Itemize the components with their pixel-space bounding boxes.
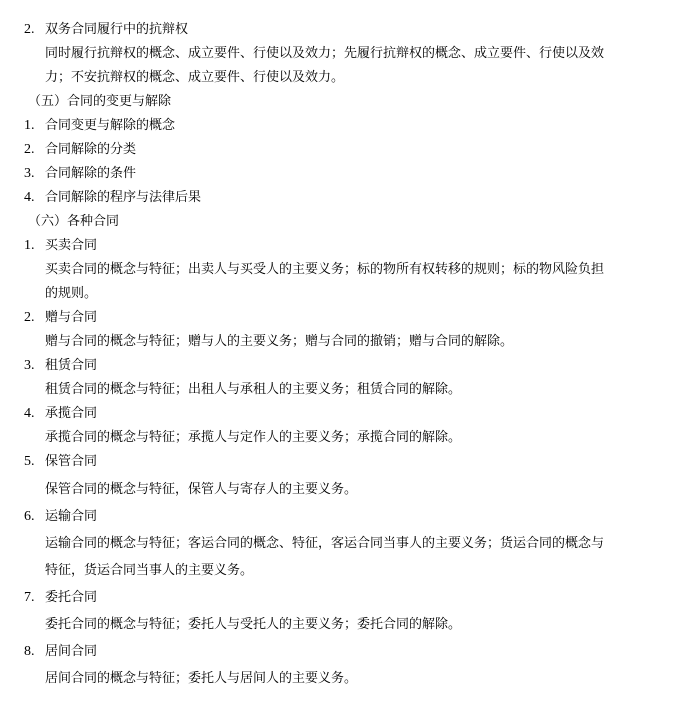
section-heading: （六）各种合同 bbox=[28, 214, 120, 229]
paragraph-line: 同时履行抗辩权的概念、成立要件、行使以及效力；先履行抗辩权的概念、成立要件、行使以及效 bbox=[45, 46, 605, 61]
item-title: 双务合同履行中的抗辩权 bbox=[45, 22, 189, 37]
paragraph-line: 赠与合同的概念与特征；赠与人的主要义务；赠与合同的撤销；赠与合同的解除。 bbox=[45, 334, 514, 349]
item-number: 2. bbox=[24, 142, 35, 157]
item-number: 5. bbox=[24, 454, 35, 469]
item-title: 买卖合同 bbox=[45, 238, 98, 253]
item-number: 3. bbox=[24, 358, 35, 373]
paragraph-line: 承揽合同的概念与特征；承揽人与定作人的主要义务；承揽合同的解除。 bbox=[45, 430, 462, 445]
item-title: 租赁合同 bbox=[45, 358, 98, 373]
item-number: 7. bbox=[24, 590, 35, 605]
item-title: 运输合同 bbox=[45, 509, 98, 524]
item-number: 1. bbox=[24, 118, 35, 133]
paragraph-line: 力；不安抗辩权的概念、成立要件、行使以及效力。 bbox=[45, 70, 345, 85]
item-title: 合同变更与解除的概念 bbox=[45, 118, 176, 133]
item-title: 居间合同 bbox=[45, 644, 98, 659]
item-title: 合同解除的分类 bbox=[45, 142, 137, 157]
item-number: 4. bbox=[24, 406, 35, 421]
item-number: 8. bbox=[24, 644, 35, 659]
paragraph-line: 委托合同的概念与特征；委托人与受托人的主要义务；委托合同的解除。 bbox=[45, 617, 462, 632]
item-title: 合同解除的条件 bbox=[45, 166, 137, 181]
item-number: 2. bbox=[24, 310, 35, 325]
item-number: 6. bbox=[24, 509, 35, 524]
item-number: 4. bbox=[24, 190, 35, 205]
item-number: 2. bbox=[24, 22, 35, 37]
paragraph-line: 租赁合同的概念与特征；出租人与承租人的主要义务；租赁合同的解除。 bbox=[45, 382, 462, 397]
item-title: 委托合同 bbox=[45, 590, 98, 605]
section-heading: （五）合同的变更与解除 bbox=[28, 94, 172, 109]
paragraph-line: 保管合同的概念与特征，保管人与寄存人的主要义务。 bbox=[45, 482, 358, 497]
item-title: 保管合同 bbox=[45, 454, 98, 469]
item-title: 合同解除的程序与法律后果 bbox=[45, 190, 202, 205]
paragraph-line: 居间合同的概念与特征；委托人与居间人的主要义务。 bbox=[45, 671, 358, 686]
item-number: 1. bbox=[24, 238, 35, 253]
paragraph-line: 买卖合同的概念与特征；出卖人与买受人的主要义务；标的物所有权转移的规则；标的物风险负担 bbox=[45, 262, 605, 277]
item-title: 赠与合同 bbox=[45, 310, 98, 325]
item-number: 3. bbox=[24, 166, 35, 181]
paragraph-line: 运输合同的概念与特征；客运合同的概念、特征，客运合同当事人的主要义务；货运合同的概念与 bbox=[45, 536, 605, 551]
paragraph-line: 特征，货运合同当事人的主要义务。 bbox=[45, 563, 254, 578]
item-title: 承揽合同 bbox=[45, 406, 98, 421]
paragraph-line: 的规则。 bbox=[45, 286, 98, 301]
